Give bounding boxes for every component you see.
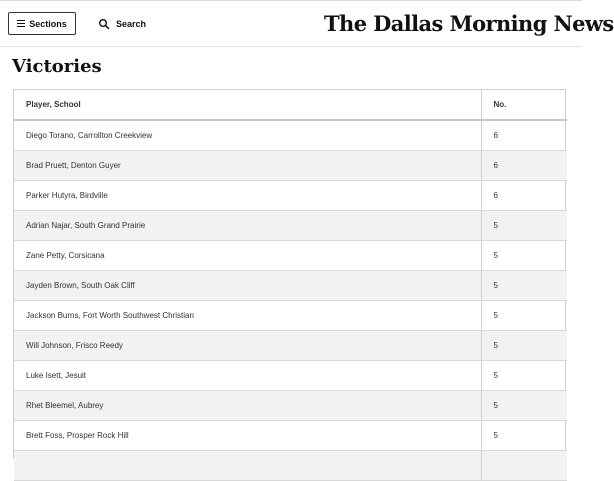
search-button[interactable]: [98, 16, 146, 32]
victories-cell: 5: [481, 210, 567, 240]
player-cell: Will Johnson, Frisco Reedy: [14, 330, 481, 360]
victories-cell: 5: [481, 390, 567, 420]
victories-cell: 5: [481, 420, 567, 450]
site-header: [0, 0, 614, 47]
victories-table: [13, 89, 566, 459]
table-row: [14, 450, 567, 480]
table-row: [14, 180, 567, 210]
player-cell: Parker Hutyra, Birdville: [14, 180, 481, 210]
victories-cell: [481, 450, 567, 480]
player-cell: Rhet Bleemel, Aubrey: [14, 390, 481, 420]
player-cell: Zane Petty, Corsicana: [14, 240, 481, 270]
search-label: Search: [116, 19, 147, 29]
player-cell: Brad Pruett, Denton Guyer: [14, 150, 481, 180]
table-row: [14, 360, 567, 390]
table-header-row: [14, 90, 567, 120]
sections-label: Sections: [29, 18, 67, 29]
player-cell: Jayden Brown, South Oak Cliff: [14, 270, 481, 300]
victories-cell: 6: [481, 120, 567, 150]
player-cell: Diego Torano, Carrollton Creekview: [14, 120, 481, 150]
hamburger-icon: [17, 20, 25, 27]
table-row: [14, 120, 567, 150]
page-title: Victories: [12, 56, 102, 77]
table-row: [14, 150, 567, 180]
victories-cell: 5: [481, 240, 567, 270]
player-cell: Luke Isett, Jesuit: [14, 360, 481, 390]
player-cell: Adrian Najar, South Grand Prairie: [14, 210, 481, 240]
table-row: [14, 390, 567, 420]
victories-cell: 5: [481, 360, 567, 390]
victories-cell: 6: [481, 180, 567, 210]
table-row: [14, 300, 567, 330]
player-cell: Jackson Burns, Fort Worth Southwest Christian: [14, 300, 481, 330]
table-row: [14, 270, 567, 300]
table-row: [14, 210, 567, 240]
victories-cell: 5: [481, 330, 567, 360]
table-row: [14, 420, 567, 450]
player-cell: [14, 450, 481, 480]
column-header-no: No.: [481, 90, 567, 120]
victories-cell: 5: [481, 300, 567, 330]
player-cell: Brett Foss, Prosper Rock Hill: [14, 420, 481, 450]
victories-cell: 5: [481, 270, 567, 300]
victories-cell: 6: [481, 150, 567, 180]
table-row: [14, 240, 567, 270]
site-logo[interactable]: The Dallas Morning News: [324, 11, 614, 36]
table-row: [14, 330, 567, 360]
search-icon: [98, 18, 110, 30]
sections-button[interactable]: [8, 12, 76, 35]
column-header-player: Player, School: [14, 90, 481, 120]
